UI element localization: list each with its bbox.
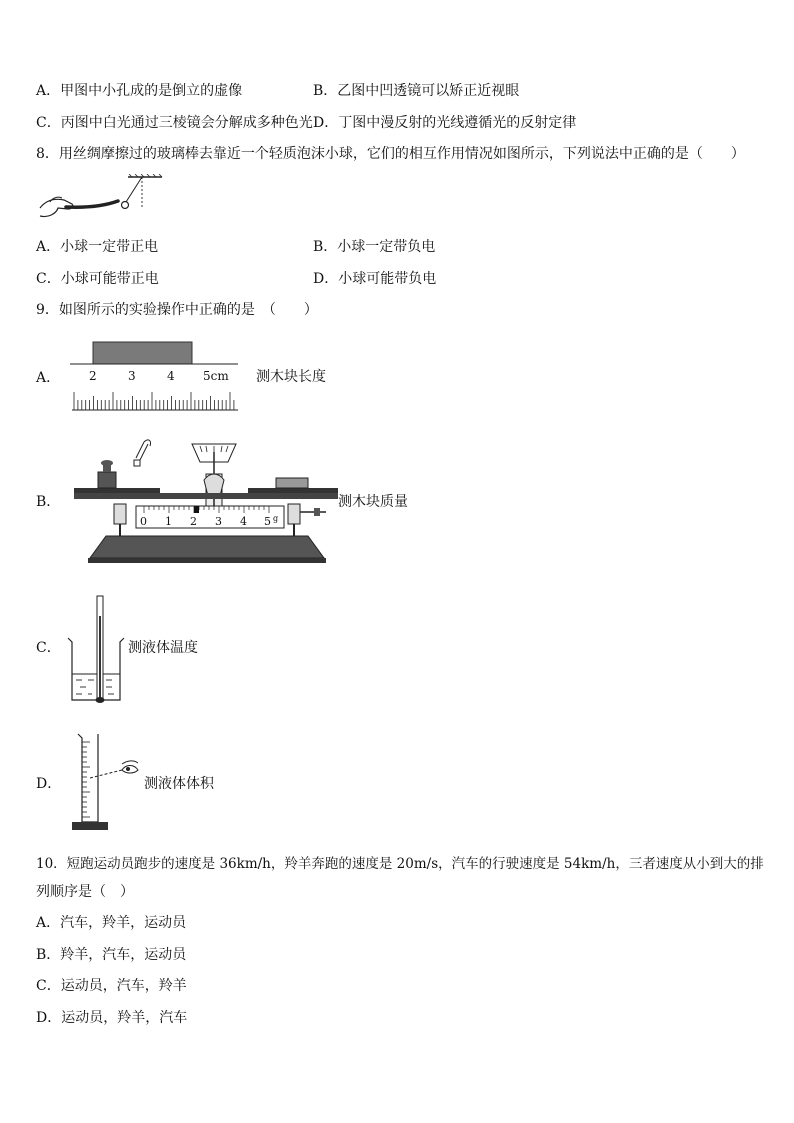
- eye-icon: [122, 761, 138, 773]
- q8-option-d: D．小球可能带负电: [313, 271, 437, 287]
- q7-option-c: C．丙图中白光通过三棱镜会分解成多种色光: [36, 115, 313, 131]
- tick-label: 3: [215, 515, 222, 528]
- q9-option-c-caption: 测液体温度: [128, 640, 198, 656]
- q10-option-d: D．运动员，羚羊，汽车: [36, 1010, 188, 1026]
- q8-stem: 8．用丝绸摩擦过的玻璃棒去靠近一个轻质泡沫小球，它们的相互作用情况如图所示，下列说法中正确的是（ ）: [36, 146, 745, 162]
- q7-option-a: A．甲图中小孔成的是倒立的虚像: [36, 83, 243, 99]
- q8-option-b: B．小球一定带负电: [313, 239, 436, 255]
- q9-d-cylinder-figure: [70, 730, 144, 834]
- tick-label: 4: [240, 515, 247, 528]
- q8-figure-glass-rod-ball: [38, 174, 168, 224]
- q9-stem: 9．如图所示的实验操作中正确的是 （ ）: [36, 302, 318, 318]
- q9-option-a-letter: A．: [36, 370, 61, 386]
- tick-label: 5cm: [203, 369, 229, 383]
- tick-label: 2: [89, 369, 97, 383]
- q9-b-balance-figure: [70, 436, 342, 566]
- tick-label: 0: [140, 515, 147, 528]
- q9-option-b-letter: B．: [36, 494, 61, 510]
- tick-label: 2: [190, 515, 197, 528]
- q10-option-a: A．汽车，羚羊，运动员: [36, 915, 187, 931]
- unit-label: g: [273, 514, 279, 523]
- q9-option-a-caption: 测木块长度: [256, 369, 326, 385]
- q10-stem-line2: 列顺序是（ ）: [36, 884, 134, 900]
- rider: [194, 506, 199, 513]
- q10-stem-line1: 10．短跑运动员跑步的速度是 36km/h，羚羊奔跑的速度是 20m/s，汽车的行驶速度是 54km/h，三者速度从小到大的排: [36, 856, 764, 872]
- tick-labels: [89, 369, 229, 383]
- q8-option-c: C．小球可能带正电: [36, 271, 159, 287]
- q9-option-d-caption: 测液体体积: [144, 776, 214, 792]
- q9-option-b-caption: 测木块质量: [338, 494, 408, 510]
- tick-label: 3: [128, 369, 136, 383]
- q9-option-d-letter: D．: [36, 776, 62, 792]
- tick-label: 5: [264, 515, 271, 528]
- q7-option-b: B．乙图中凹透镜可以矫正近视眼: [313, 83, 520, 99]
- q9-option-c-letter: C．: [36, 640, 61, 656]
- tick-label: 1: [165, 515, 172, 528]
- wood-block: [93, 342, 192, 364]
- q9-c-thermometer-figure: [62, 594, 128, 706]
- q10-option-b: B．羚羊，汽车，运动员: [36, 947, 187, 963]
- q7-option-d: D．丁图中漫反射的光线遵循光的反射定律: [313, 115, 577, 131]
- q10-option-c: C．运动员，汽车，羚羊: [36, 978, 187, 994]
- q9-a-ruler-figure: [70, 338, 242, 414]
- q8-option-a: A．小球一定带正电: [36, 239, 159, 255]
- tick-label: 4: [167, 369, 175, 383]
